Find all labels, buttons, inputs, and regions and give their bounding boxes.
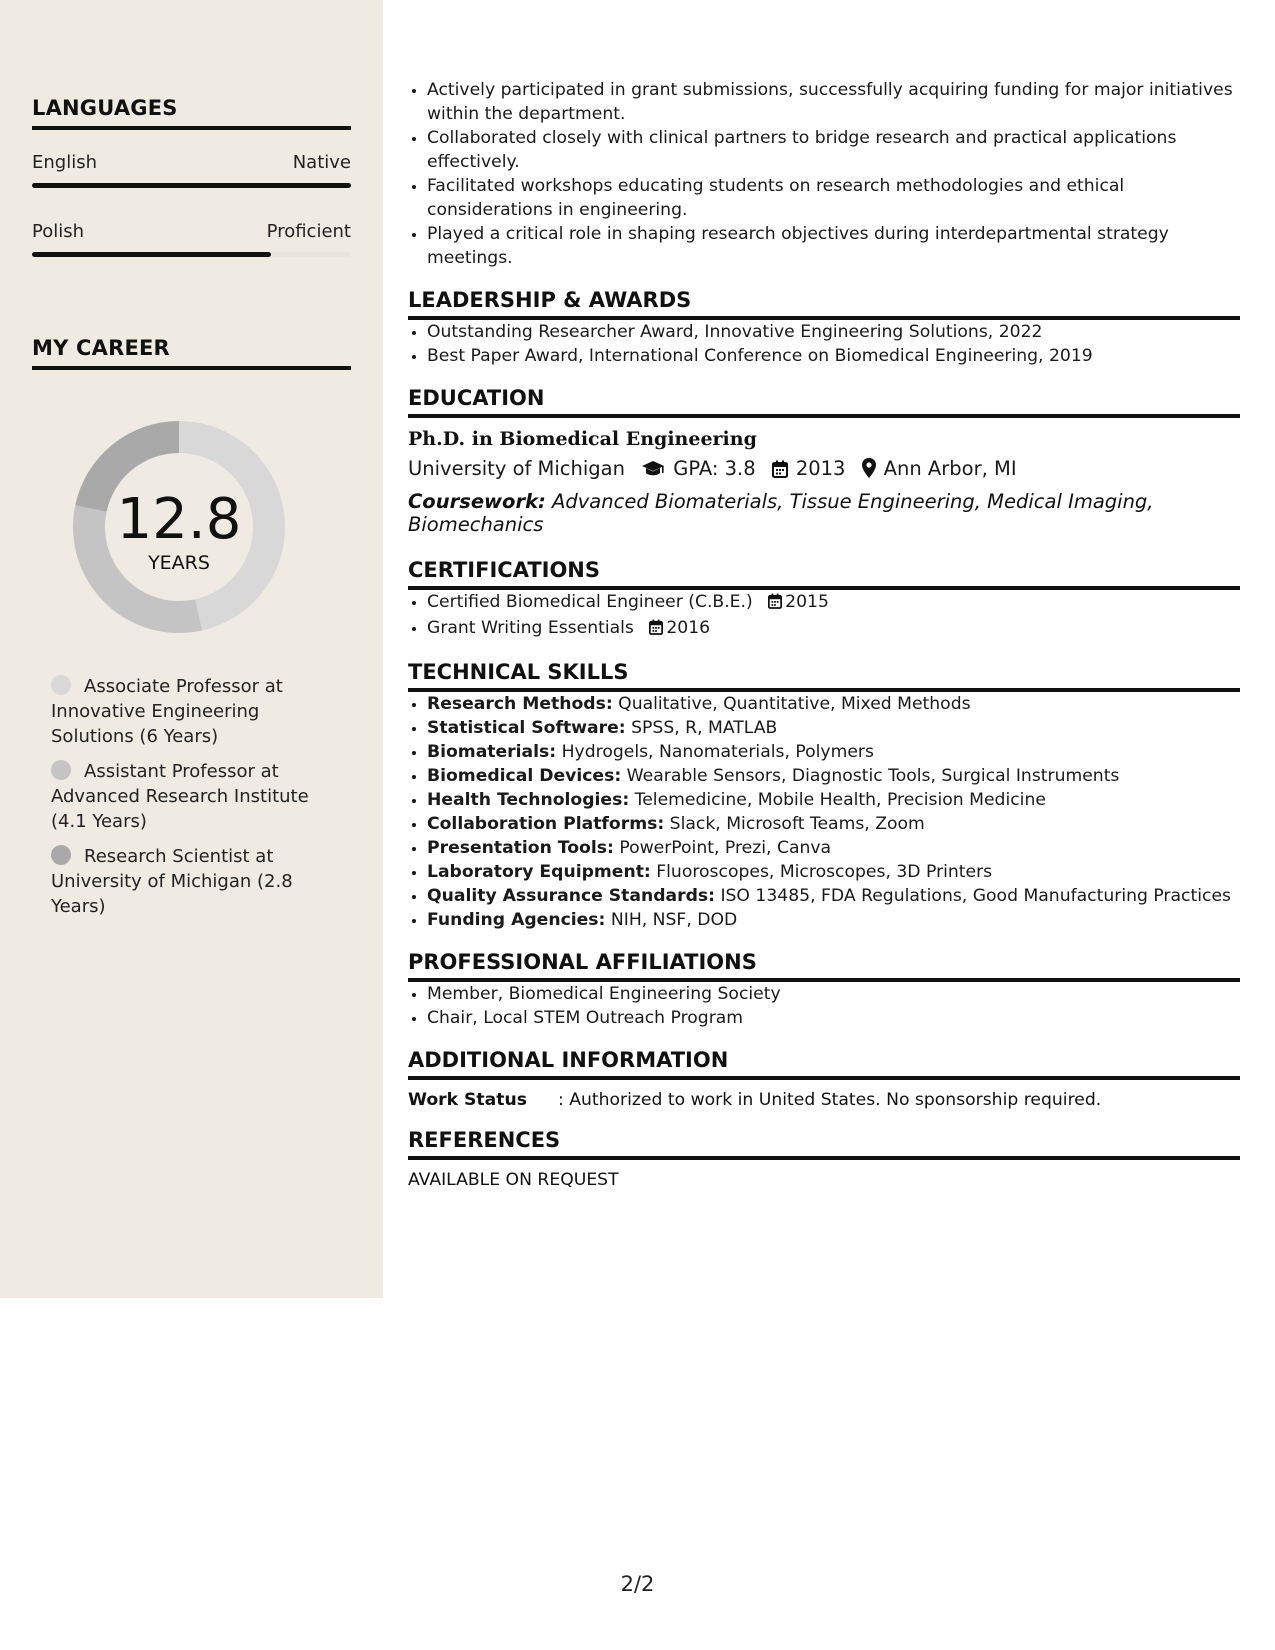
certification-year: 2015	[785, 592, 829, 612]
skill-item	[427, 716, 1240, 740]
skill-label: Collaboration Platforms:	[427, 814, 665, 834]
legend-dot-icon	[51, 760, 71, 780]
career-unit: YEARS	[148, 552, 210, 574]
affiliations-list	[408, 982, 1240, 1030]
skills-list	[408, 692, 1240, 932]
affiliations-heading: PROFESSIONAL AFFILIATIONS	[408, 950, 1240, 982]
skill-item	[427, 884, 1240, 908]
page-number: 2/2	[620, 1572, 655, 1596]
coursework-label: Coursework:	[408, 490, 546, 513]
references-text: AVAILABLE ON REQUEST	[408, 1170, 619, 1190]
career-legend-item	[51, 759, 331, 834]
skill-value: Telemedicine, Mobile Health, Precision Medicine	[634, 790, 1046, 810]
career-section	[32, 336, 351, 370]
references-heading: REFERENCES	[408, 1128, 1240, 1160]
skill-item	[427, 740, 1240, 764]
list-item: • Member, Biomedical Engineering Society	[427, 982, 1240, 1006]
skill-item	[427, 788, 1240, 812]
skill-value: Hydrogels, Nanomaterials, Polymers	[561, 742, 874, 762]
list-item	[427, 590, 1240, 616]
education-heading: EDUCATION	[408, 386, 1240, 418]
list-item	[427, 616, 1240, 642]
list-item: • Facilitated workshops educating students on research methodologies and ethical considerations in engineering.	[427, 174, 1240, 222]
career-legend-item	[51, 844, 331, 919]
career-total: 12.8	[116, 487, 242, 552]
skill-label: Statistical Software:	[427, 718, 626, 738]
language-item	[32, 152, 351, 188]
list-item: • Collaborated closely with clinical partners to bridge research and practical applications effectively.	[427, 126, 1240, 174]
career-donut-chart	[66, 414, 292, 640]
skill-value: Slack, Microsoft Teams, Zoom	[669, 814, 925, 834]
skill-label: Presentation Tools:	[427, 838, 614, 858]
languages-section	[32, 96, 351, 257]
career-heading: MY CAREER	[32, 336, 351, 370]
skill-value: ISO 13485, FDA Regulations, Good Manufacturing Practices	[720, 886, 1231, 906]
certifications-heading: CERTIFICATIONS	[408, 558, 1240, 590]
additional-info-heading: ADDITIONAL INFORMATION	[408, 1048, 1240, 1080]
education-degree: Ph.D. in Biomedical Engineering	[408, 428, 757, 450]
list-item: • Played a critical role in shaping research objectives during interdepartmental strategy meetings.	[427, 222, 1240, 270]
skill-value: Qualitative, Quantitative, Mixed Methods	[618, 694, 971, 714]
certification-name: Grant Writing Essentials	[427, 618, 634, 638]
skill-item	[427, 860, 1240, 884]
career-legend-item	[51, 674, 331, 749]
skill-item	[427, 764, 1240, 788]
work-status-value: : Authorized to work in United States. No sponsorship required.	[558, 1090, 1102, 1110]
main-content	[408, 78, 1240, 1190]
location-pin-icon	[862, 458, 876, 483]
skill-value: NIH, NSF, DOD	[610, 910, 738, 930]
language-name: English	[32, 152, 97, 173]
education-year: 2013	[795, 457, 846, 480]
language-bar-fill	[32, 183, 351, 188]
skill-value: Fluoroscopes, Microscopes, 3D Printers	[656, 862, 993, 882]
skill-label: Research Methods:	[427, 694, 613, 714]
list-item: • Chair, Local STEM Outreach Program	[427, 1006, 1240, 1030]
education-gpa: GPA: 3.8	[673, 457, 756, 480]
list-item: • Outstanding Researcher Award, Innovative Engineering Solutions, 2022	[427, 320, 1240, 344]
work-status-row	[408, 1090, 1240, 1110]
certification-year: 2016	[666, 618, 711, 638]
skill-label: Biomaterials:	[427, 742, 557, 762]
skill-label: Quality Assurance Standards:	[427, 886, 715, 906]
skill-label: Biomedical Devices:	[427, 766, 622, 786]
calendar-icon	[772, 460, 788, 483]
skill-label: Health Technologies:	[427, 790, 630, 810]
skill-item	[427, 812, 1240, 836]
education-school: University of Michigan	[408, 457, 625, 480]
leadership-list	[408, 320, 1240, 368]
career-item-text: Research Scientist at University of Michigan (2.8 Years)	[51, 846, 293, 917]
skill-value: SPSS, R, MATLAB	[631, 718, 778, 738]
language-bar-fill	[32, 252, 271, 257]
language-bar	[32, 183, 351, 188]
skill-label: Laboratory Equipment:	[427, 862, 651, 882]
skills-heading: TECHNICAL SKILLS	[408, 660, 1240, 692]
language-item	[32, 221, 351, 257]
experience-bullets	[408, 78, 1240, 270]
skill-value: Wearable Sensors, Diagnostic Tools, Surgical Instruments	[626, 766, 1120, 786]
calendar-icon	[649, 618, 663, 642]
education-coursework	[408, 490, 1240, 536]
leadership-heading: LEADERSHIP & AWARDS	[408, 288, 1240, 320]
skill-value: PowerPoint, Prezi, Canva	[619, 838, 832, 858]
career-item-text: Associate Professor at Innovative Engineering Solutions (6 Years)	[51, 676, 283, 747]
coursework-list: Advanced Biomaterials, Tissue Engineering, Medical Imaging, Biomechanics	[408, 490, 1154, 536]
skill-item	[427, 836, 1240, 860]
list-item: • Actively participated in grant submissions, successfully acquiring funding for major initiatives within the department.	[427, 78, 1240, 126]
legend-dot-icon	[51, 675, 71, 695]
skill-item	[427, 692, 1240, 716]
education-details	[408, 457, 1240, 483]
career-legend	[51, 674, 331, 929]
career-item-text: Assistant Professor at Advanced Research Institute (4.1 Years)	[51, 761, 309, 832]
language-bar	[32, 252, 351, 257]
list-item: • Best Paper Award, International Conference on Biomedical Engineering, 2019	[427, 344, 1240, 368]
education-location: Ann Arbor, MI	[883, 457, 1017, 480]
languages-heading: LANGUAGES	[32, 96, 351, 130]
calendar-icon	[768, 592, 782, 616]
sidebar	[0, 0, 383, 1298]
language-level: Native	[292, 152, 351, 173]
certifications-list	[408, 590, 1240, 642]
language-name: Polish	[32, 221, 85, 242]
certification-name: Certified Biomedical Engineer (C.B.E.)	[427, 592, 753, 612]
legend-dot-icon	[51, 845, 71, 865]
skill-item	[427, 908, 1240, 932]
graduation-cap-icon	[641, 460, 665, 483]
skill-label: Funding Agencies:	[427, 910, 606, 930]
language-level: Proficient	[266, 221, 351, 242]
work-status-label: Work Status	[408, 1090, 527, 1110]
